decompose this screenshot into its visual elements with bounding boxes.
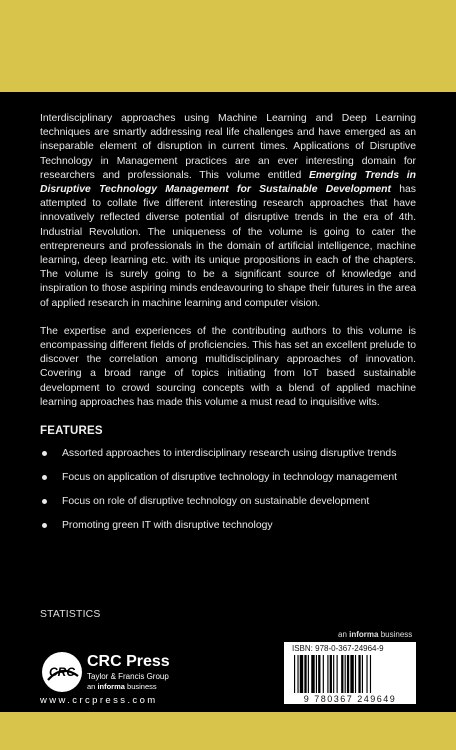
feature-item <box>40 495 416 508</box>
publisher-informa-line <box>87 682 157 691</box>
sub-suffix: business <box>124 682 157 691</box>
feature-text: Focus on role of disruptive technology on sustainable development <box>62 496 370 508</box>
bullet-icon <box>42 475 47 480</box>
feature-item <box>40 519 416 532</box>
tag-suffix: business <box>378 630 413 639</box>
tag-prefix: an <box>338 630 350 639</box>
sub-prefix: an <box>87 682 98 691</box>
feature-text: Promoting green IT with disruptive technology <box>62 520 273 532</box>
sub-brand: informa <box>97 682 125 691</box>
bullet-icon <box>42 523 47 528</box>
feature-text: Assorted approaches to interdisciplinary research using disruptive trends <box>62 448 397 460</box>
isbn-digits: 9 780367 249649 <box>303 694 397 704</box>
features-list <box>40 447 416 532</box>
logo-letters: CRC <box>49 665 75 679</box>
crc-logo-icon <box>40 650 84 694</box>
tag-brand: informa <box>349 630 379 639</box>
description-text: Interdisciplinary approaches using Machine Learning and Deep Learning techniques are smartly addressing real life challenges and have emerged as an inseparable element of disruption in current times. Applications of Disruptive Technology in Management practices are an ever interesting domain for researchers and professionals. This volume entitled <box>40 113 416 181</box>
barcode-icon <box>294 655 406 693</box>
description-text-continued: has attempted to collate five different interesting research approaches that have innovatively reflected diverse potential of disruptive trends in the era of 4th. Industrial Revolution. The uniqueness of the volume is going to cater the entrepreneurs and professionals in the domain of artificial intelligence, machine learning, deep learning etc. with its unique propositions in each of the chapters. The volume is surely going to be a significant source of knowledge and inspiration to those aspiring minds endeavouring to shape their futures in the area of applied research in machine learning and computer vision. <box>40 184 417 309</box>
feature-item <box>40 471 416 484</box>
book-title: Emerging Trends in Disruptive Technology Management for Sustainable Development <box>40 169 416 196</box>
top-color-band <box>0 0 456 92</box>
features-heading: FEATURES <box>40 425 103 438</box>
isbn-barcode-box <box>284 642 416 704</box>
publisher-group: Taylor & Francis Group <box>87 672 169 681</box>
feature-item <box>40 447 416 460</box>
bullet-icon <box>42 451 47 456</box>
bullet-icon <box>42 499 47 504</box>
bottom-color-band <box>0 712 456 750</box>
description-paragraph-1 <box>40 112 416 311</box>
feature-text: Focus on application of disruptive technology in technology management <box>62 472 398 484</box>
subject-category: STATISTICS <box>40 609 101 620</box>
informa-business-tag <box>338 630 412 639</box>
publisher-name: CRC Press <box>87 653 170 670</box>
isbn-label: ISBN: 978-0-367-24964-9 <box>292 644 384 653</box>
back-cover-text <box>40 112 416 543</box>
publisher-website: www.crcpress.com <box>40 695 158 706</box>
description-paragraph-2: The expertise and experiences of the contributing authors to this volume is encompassing different fields of proficiencies. This has set an excellent prelude to discover the correlation among multidisciplinary approaches of innovation. Covering a broad range of topics initiating from IoT based sustainable development to crowd sourcing concepts with a blend of applied machine learning approaches has made this volume a must read to inquisitive wits. <box>40 325 416 408</box>
